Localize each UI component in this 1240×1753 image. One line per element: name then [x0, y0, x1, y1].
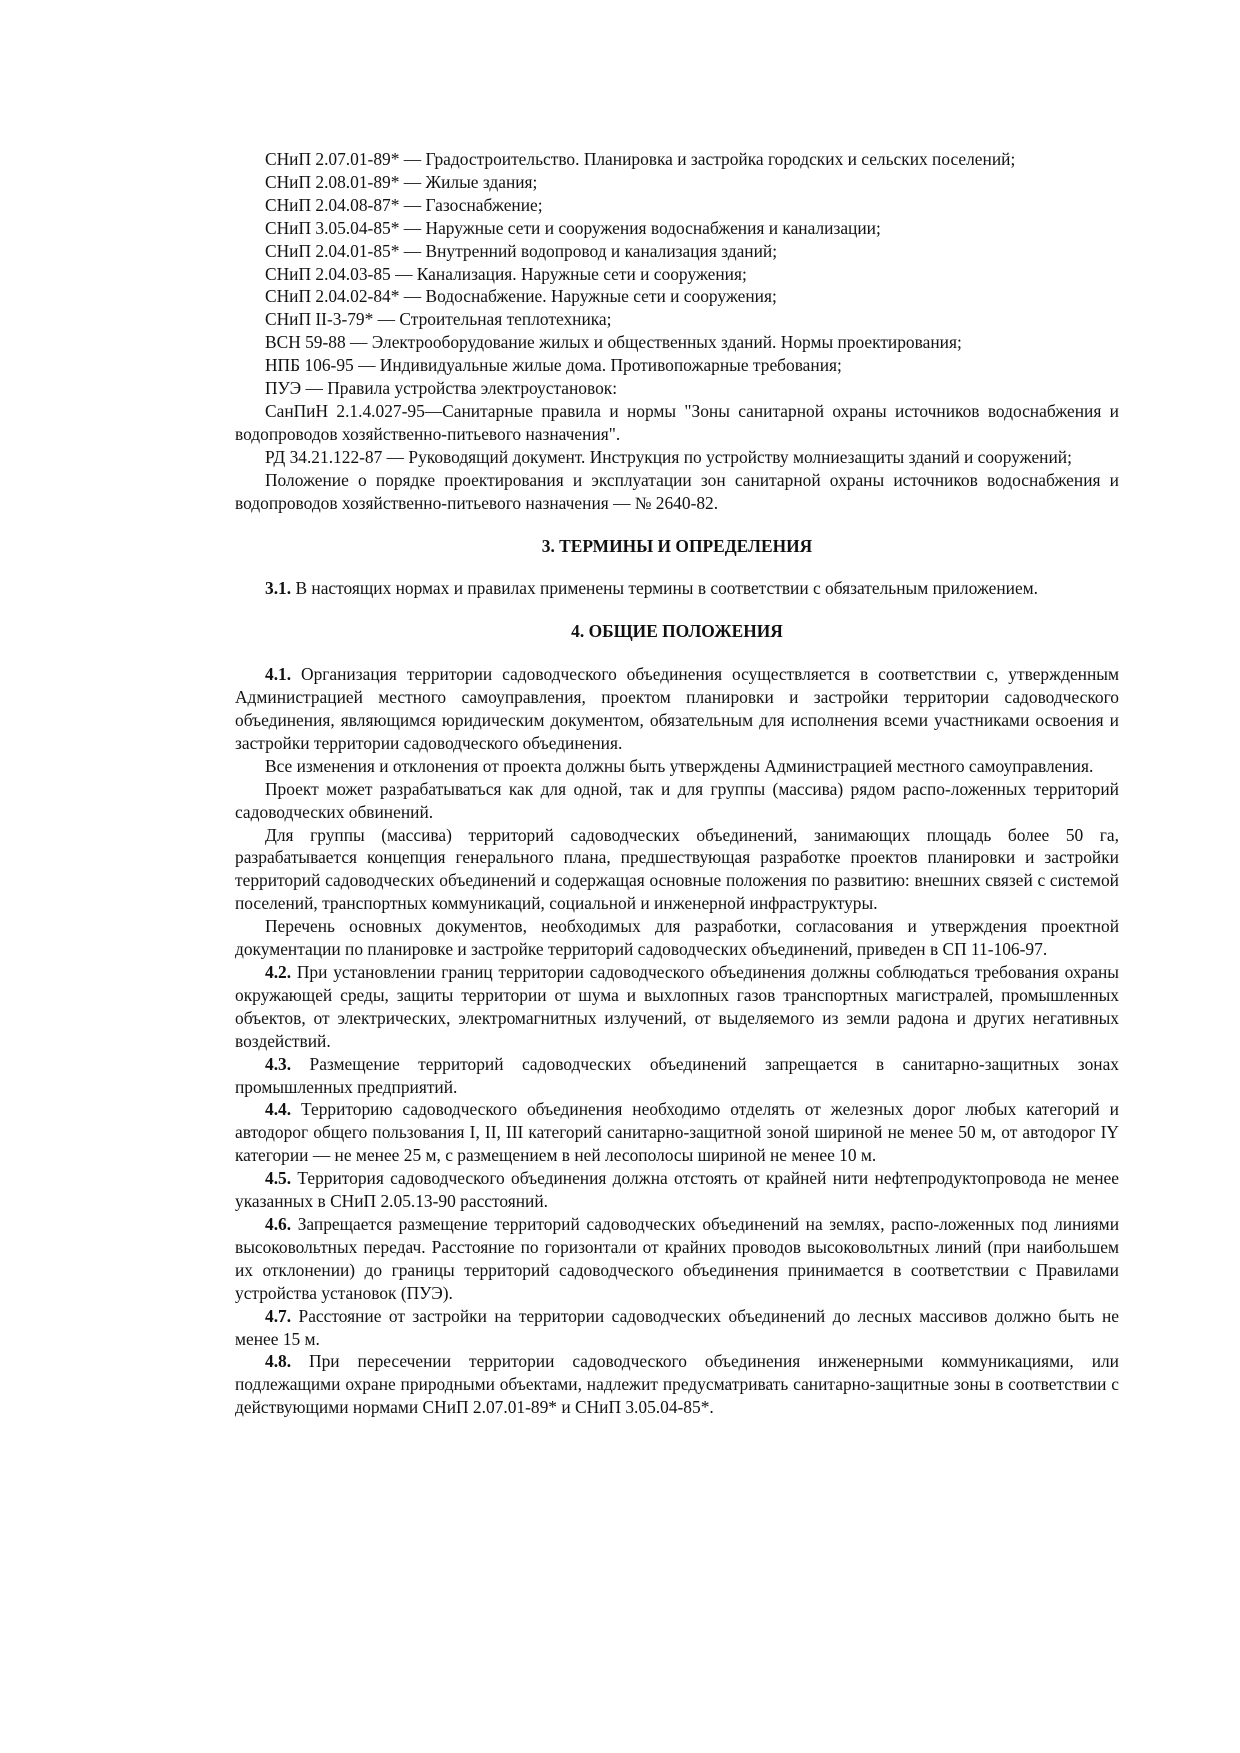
reference-item: РД 34.21.122-87 — Руководящий документ. Инструкция по устройству молниезащиты зданий и сооружений; [265, 446, 1072, 467]
paragraph [235, 1305, 1119, 1351]
paragraph [235, 1053, 1119, 1099]
paragraph-number: 4.1. [265, 664, 292, 685]
paragraph [235, 824, 1119, 916]
reference-item: СНиП 2.08.01-89* — Жилые здания; [265, 171, 538, 192]
paragraph-text: Размещение территорий садоводческих объединений запрещается в санитарно-защитных зонах промышленных предприятий. [235, 1053, 1119, 1097]
paragraph-text: Территорию садоводческого объединения необходимо отделять от железных дорог любых категорий и автодорог общего пользования I, II, III категорий санитарно-защитной зоной шириной не менее 50 м, от автодорог IY категории — не менее 25 м, с размещением в ней лесополосы шириной не менее 10 м. [235, 1099, 1119, 1166]
paragraph [235, 778, 1119, 824]
paragraph [235, 663, 1119, 755]
paragraph-text: В настоящих нормах и правилах применены термины в соответствии с обязательным приложением. [291, 578, 1039, 599]
paragraph-text: При пересечении территории садоводческого объединения инженерными коммуникациями, или подлежащими охране природными объектами, надлежит предусматривать санитарно-защитные зоны в соответствии с действующими нормами СНиП 2.07.01-89* и СНиП 3.05.04-85*. [235, 1351, 1119, 1418]
paragraph-text: Организация территории садоводческого объединения осуществляется в соответствии с, утвержденным Администрацией местного самоуправления, проектом планировки и застройки территории садоводческого объединения, являющимся юридическим документом, обязательным для исполнения всеми участниками освоения и застройки территории садоводческого объединения. [235, 664, 1119, 753]
paragraph-text: Территория садоводческого объединения должна отстоять от крайней нити нефтепродуктопровода не менее указанных в СНиП 2.05.13-90 расстояний. [235, 1168, 1119, 1212]
paragraph [235, 1098, 1119, 1167]
reference-item: ВСН 59-88 — Электрооборудование жилых и общественных зданий. Нормы проектирования; [265, 332, 962, 353]
paragraph [235, 1213, 1119, 1305]
section-4-body [235, 663, 1119, 1419]
reference-item: СанПиН 2.1.4.027-95—Санитарные правила и нормы "Зоны санитарной охраны источников водоснабжения и водопроводов хозяйственно-питьевого назначения". [235, 400, 1119, 444]
paragraph-number: 4.6. [265, 1213, 292, 1234]
reference-list [235, 148, 1119, 515]
paragraph [235, 755, 1119, 778]
paragraph-number: 4.7. [265, 1305, 292, 1326]
reference-item: СНиП 2.04.03-85 — Канализация. Наружные сети и сооружения; [265, 263, 747, 284]
reference-item: НПБ 106-95 — Индивидуальные жилые дома. Противопожарные требования; [265, 355, 842, 376]
reference-item: СНиП II-3-79* — Строительная теплотехника; [265, 309, 612, 330]
reference-item: СНиП 2.07.01-89* — Градостроительство. Планировка и застройка городских и сельских поселений; [265, 149, 1016, 169]
paragraph-number: 4.3. [265, 1053, 292, 1074]
paragraph-number: 4.2. [265, 962, 292, 982]
paragraph-number: 4.8. [265, 1351, 292, 1372]
paragraph-text: Все изменения и отклонения от проекта должны быть утверждены Администрацией местного самоуправления. [265, 755, 1094, 776]
reference-item: СНиП 2.04.01-85* — Внутренний водопровод и канализация зданий; [265, 240, 778, 261]
paragraph-number: 3.1. [265, 578, 292, 599]
section-4-heading: 4. ОБЩИЕ ПОЛОЖЕНИЯ [571, 621, 783, 642]
paragraph [235, 961, 1119, 1053]
paragraph-text: Для группы (массива) территорий садоводческих объединений, занимающих площадь более 50 га, разрабатывается концепция генерального плана, предшествующая разработке проектов планировки и застройки территорий садоводческих объединений и содержащая основные положения по развитию: внешних связей с системой поселений, транспортных коммуникаций, социальной и инженерной инфраструктуры. [235, 824, 1119, 914]
paragraph-text: Расстояние от застройки на территории садоводческих объединений до лесных массивов должно быть не менее 15 м. [235, 1305, 1119, 1349]
reference-item: СНиП 2.04.08-87* — Газоснабжение; [265, 194, 543, 215]
paragraph [235, 1167, 1119, 1213]
section-3-body [235, 577, 1119, 600]
paragraph-number: 4.5. [265, 1168, 292, 1189]
paragraph-text: При установлении границ территории садоводческого объединения должны соблюдаться требования охраны окружающей среды, защиты территории от шума и выхлопных газов транспортных магистралей, промышленных объектов, от электрических, электромагнитных излучений, от выделяемого из земли радона и других негативных воздействий. [235, 962, 1119, 1051]
document-page [235, 148, 1119, 1419]
reference-item: Положение о порядке проектирования и эксплуатации зон санитарной охраны источников водоснабжения и водопроводов хозяйственно-питьевого назначения — № 2640-82. [235, 469, 1119, 513]
paragraph [235, 1350, 1119, 1419]
reference-item: ПУЭ — Правила устройства электроустановок: [265, 378, 618, 399]
paragraph-text: Запрещается размещение территорий садоводческих объединений на землях, распо-ложенных под линиями высоковольтных передач. Расстояние по горизонтали от крайних проводов высоковольтных линий (при наибольшем их отклонении) до границы территорий садоводческого объединения принимается в соответствии с Правилами устройства установок (ПУЭ). [235, 1213, 1119, 1303]
paragraph-text: Проект может разрабатываться как для одной, так и для группы (массива) рядом распо-ложенных территорий садоводческих обвинений. [235, 778, 1119, 822]
reference-item: СНиП 3.05.04-85* — Наружные сети и сооружения водоснабжения и канализации; [265, 217, 881, 238]
reference-item: СНиП 2.04.02-84* — Водоснабжение. Наружные сети и сооружения; [265, 286, 777, 307]
section-3-heading: 3. ТЕРМИНЫ И ОПРЕДЕЛЕНИЯ [541, 535, 813, 556]
paragraph [235, 577, 1119, 600]
paragraph [235, 915, 1119, 961]
paragraph-number: 4.4. [265, 1099, 292, 1120]
paragraph-text: Перечень основных документов, необходимых для разработки, согласования и утверждения проектной документации по планировке и застройке территорий садоводческих объединений, приведен в СП 11-106-97. [235, 916, 1119, 960]
